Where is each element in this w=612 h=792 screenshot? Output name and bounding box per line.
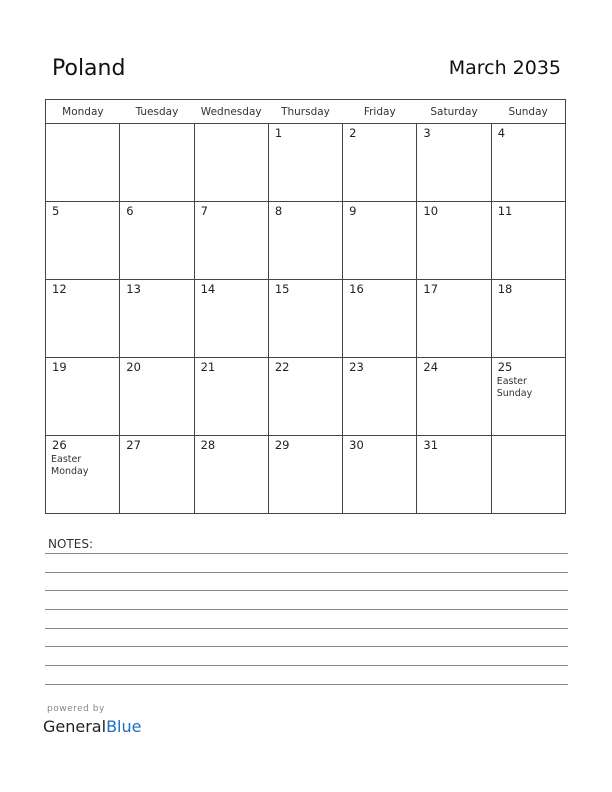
day-number: 11 xyxy=(497,204,513,218)
day-cell xyxy=(491,124,565,202)
day-number: 1 xyxy=(274,126,283,140)
day-cell xyxy=(194,124,268,202)
day-cell xyxy=(343,436,417,514)
day-number: 3 xyxy=(423,126,431,140)
day-cell xyxy=(343,280,417,358)
day-number: 21 xyxy=(200,360,216,374)
weekday-header-row xyxy=(46,100,566,124)
generalblue-logo xyxy=(43,717,141,736)
day-cell xyxy=(268,358,342,436)
day-number: 19 xyxy=(52,360,67,374)
note-line xyxy=(45,665,568,666)
day-number: 22 xyxy=(274,360,290,374)
note-line xyxy=(45,572,568,573)
note-line xyxy=(45,646,568,647)
day-cell xyxy=(268,202,342,280)
day-number: 5 xyxy=(52,204,60,218)
weekday-tuesday: Tuesday xyxy=(120,100,194,124)
day-cell xyxy=(491,280,565,358)
day-cell xyxy=(491,436,565,514)
day-number: 12 xyxy=(52,282,67,296)
day-number: 25 xyxy=(497,360,513,374)
day-cell xyxy=(343,202,417,280)
day-cell xyxy=(194,202,268,280)
day-cell xyxy=(194,358,268,436)
day-cell xyxy=(343,358,417,436)
week-row xyxy=(46,358,566,436)
note-line xyxy=(45,628,568,629)
week-row xyxy=(46,124,566,202)
day-cell xyxy=(194,280,268,358)
day-cell xyxy=(268,124,342,202)
day-cell xyxy=(417,124,491,202)
day-cell xyxy=(491,358,565,436)
day-number: 16 xyxy=(349,282,364,296)
note-line xyxy=(45,684,568,685)
weekday-thursday: Thursday xyxy=(268,100,342,124)
day-number: 9 xyxy=(349,204,357,218)
day-number: 29 xyxy=(274,438,290,452)
day-number: 28 xyxy=(200,438,216,452)
week-row xyxy=(46,280,566,358)
day-number: 20 xyxy=(126,360,141,374)
day-number: 13 xyxy=(126,282,141,296)
week-row xyxy=(46,436,566,514)
country-title: Poland xyxy=(52,56,126,81)
notes-label: NOTES: xyxy=(48,537,93,551)
day-number: 18 xyxy=(497,282,513,296)
day-number: 26 xyxy=(52,438,67,452)
day-cell xyxy=(417,202,491,280)
note-line xyxy=(45,590,568,591)
day-cell xyxy=(120,280,194,358)
powered-by-text: powered by xyxy=(47,704,105,714)
day-number: 6 xyxy=(126,204,134,218)
note-line xyxy=(45,553,568,554)
day-cell xyxy=(46,436,120,514)
day-number: 31 xyxy=(423,438,439,452)
day-cell xyxy=(46,358,120,436)
day-cell xyxy=(46,202,120,280)
day-cell xyxy=(268,280,342,358)
day-cell xyxy=(120,202,194,280)
day-number: 14 xyxy=(200,282,216,296)
holiday-label: Easter Monday xyxy=(51,454,89,477)
weekday-friday: Friday xyxy=(343,100,417,124)
day-number: 10 xyxy=(423,204,439,218)
calendar-grid xyxy=(45,99,566,514)
day-cell xyxy=(417,280,491,358)
week-row xyxy=(46,202,566,280)
logo-blue-text: Blue xyxy=(106,717,142,736)
day-cell xyxy=(268,436,342,514)
weekday-wednesday: Wednesday xyxy=(194,100,268,124)
day-cell xyxy=(46,124,120,202)
day-number: 17 xyxy=(423,282,439,296)
day-number: 7 xyxy=(200,204,208,218)
day-cell xyxy=(120,124,194,202)
day-number: 2 xyxy=(349,126,357,140)
day-cell xyxy=(343,124,417,202)
day-number: 30 xyxy=(349,438,364,452)
day-number: 15 xyxy=(274,282,290,296)
day-cell xyxy=(120,358,194,436)
day-number: 23 xyxy=(349,360,364,374)
weekday-saturday: Saturday xyxy=(417,100,491,124)
day-number: 8 xyxy=(274,204,283,218)
weekday-sunday: Sunday xyxy=(491,100,565,124)
holiday-label: Easter Sunday xyxy=(496,376,533,399)
day-cell xyxy=(417,358,491,436)
day-cell xyxy=(417,436,491,514)
logo-general-text: General xyxy=(43,717,107,736)
day-number: 24 xyxy=(423,360,439,374)
day-cell xyxy=(46,280,120,358)
day-cell xyxy=(194,436,268,514)
day-number: 4 xyxy=(497,126,506,140)
day-cell xyxy=(120,436,194,514)
day-number: 27 xyxy=(126,438,141,452)
weekday-monday: Monday xyxy=(46,100,120,124)
month-title: March 2035 xyxy=(448,57,561,79)
note-line xyxy=(45,609,568,610)
day-cell xyxy=(491,202,565,280)
